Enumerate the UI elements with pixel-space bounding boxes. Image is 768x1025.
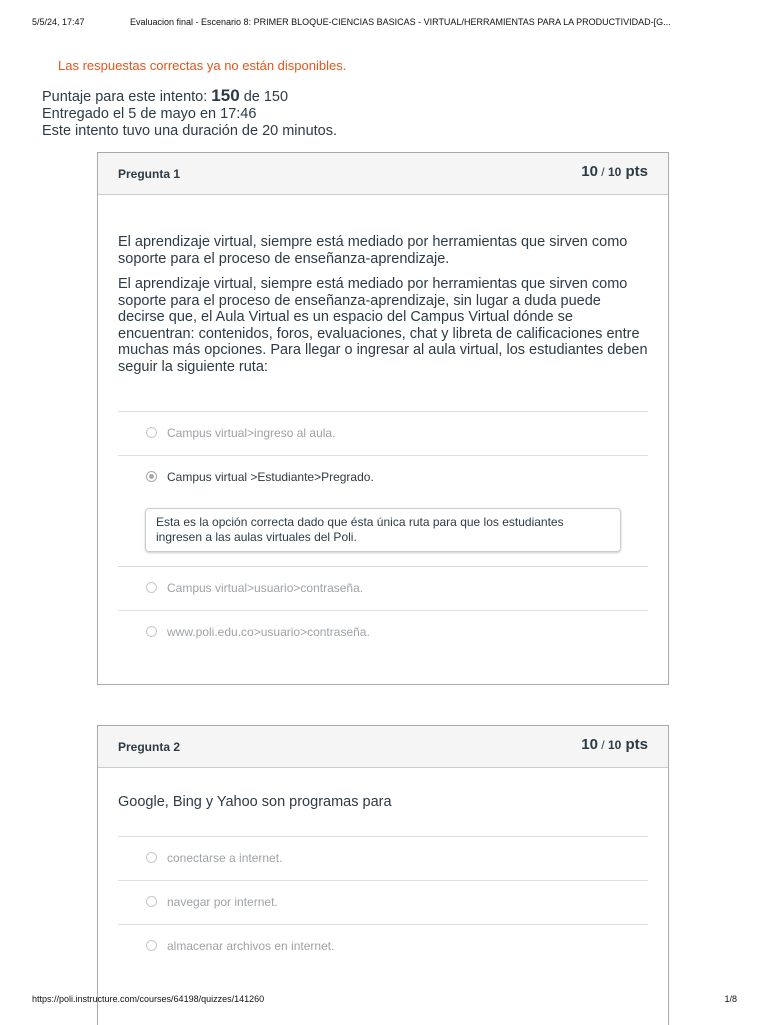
answer-label: navegar por internet. bbox=[167, 894, 278, 909]
question-points bbox=[581, 736, 648, 753]
score-total: de 150 bbox=[239, 89, 289, 105]
points-unit: pts bbox=[621, 163, 648, 180]
answer-option bbox=[118, 925, 648, 969]
points-unit: pts bbox=[621, 736, 648, 753]
radio-button bbox=[146, 940, 157, 951]
question-text: Google, Bing y Yahoo son programas para bbox=[118, 794, 392, 810]
answer-list bbox=[118, 411, 648, 655]
points-earned: 10 bbox=[581, 163, 598, 180]
answer-option bbox=[118, 881, 648, 925]
radio-button bbox=[146, 852, 157, 863]
answer-label: Campus virtual >Estudiante>Pregrado. bbox=[167, 470, 374, 484]
points-possible: 10 bbox=[607, 738, 622, 752]
attempt-score-line bbox=[42, 87, 337, 106]
question-1 bbox=[97, 152, 669, 685]
print-title: Evaluacion final - Escenario 8: PRIMER BLOQUE-CIENCIAS BASICAS - VIRTUAL/HERRAMIENTAS PARA LA PRODUCTIVIDAD-[G... bbox=[130, 17, 671, 27]
answer-option bbox=[118, 567, 648, 611]
question-2 bbox=[97, 725, 669, 1025]
question-title: Pregunta 1 bbox=[118, 167, 181, 181]
radio-button bbox=[146, 896, 157, 907]
answer-option bbox=[118, 611, 648, 655]
question-text: El aprendizaje virtual, siempre está mediado por herramientas que sirven como soporte para el proceso de enseñanza-aprendizaje. bbox=[118, 234, 628, 267]
answer-label: Campus virtual>usuario>contraseña. bbox=[167, 581, 364, 595]
question-text: El aprendizaje virtual, siempre está mediado por herramientas que sirven como soporte para el proceso de enseñanza-aprendizaje, sin lugar a duda puede decirse que, el Aula Virtual es un espacio del Campus Virtual dónde se encuentran: contenidos, foros, evaluaciones, chat y libreta de calificaciones entre muchas más opciones. Para llegar o ingresar al aula virtual, los estudiantes deben seguir la siguiente ruta: bbox=[118, 276, 648, 375]
answer-option-selected bbox=[118, 456, 648, 567]
question-points bbox=[581, 163, 648, 180]
attempt-summary bbox=[42, 87, 337, 140]
radio-button-selected bbox=[146, 471, 157, 482]
answer-label: almacenar archivos en internet. bbox=[167, 938, 335, 953]
question-header bbox=[98, 153, 668, 195]
answer-label: conectarse a internet. bbox=[167, 850, 283, 865]
question-title: Pregunta 2 bbox=[118, 740, 181, 754]
points-possible: 10 bbox=[607, 165, 622, 179]
print-header bbox=[32, 17, 740, 27]
answer-list bbox=[118, 836, 648, 969]
answer-label: Campus virtual>ingreso al aula. bbox=[167, 426, 336, 440]
page-number: 1/8 bbox=[724, 994, 737, 1004]
points-earned: 10 bbox=[581, 736, 598, 753]
attempt-duration: Este intento tuvo una duración de 20 minutos. bbox=[42, 123, 338, 139]
answer-option bbox=[118, 837, 648, 881]
points-slash: / bbox=[597, 738, 608, 752]
score-label: Puntaje para este intento: bbox=[42, 89, 212, 105]
print-url: https://poli.instructure.com/courses/64198/quizzes/141260 bbox=[32, 994, 265, 1004]
answer-comment: Esta es la opción correcta dado que ésta única ruta para que los estudiantes ingresen a las aulas virtuales del Poli. bbox=[145, 508, 621, 552]
radio-button bbox=[146, 427, 157, 438]
question-header bbox=[98, 726, 668, 768]
answer-label: www.poli.edu.co>usuario>contraseña. bbox=[167, 625, 370, 639]
answer-option bbox=[118, 412, 648, 456]
attempt-submitted: Entregado el 5 de mayo en 17:46 bbox=[42, 106, 257, 122]
answers-unavailable-notice: Las respuestas correctas ya no están disponibles. bbox=[58, 58, 347, 73]
points-slash: / bbox=[597, 165, 608, 179]
radio-button bbox=[146, 582, 157, 593]
score-value: 150 bbox=[211, 86, 240, 105]
print-footer bbox=[32, 994, 737, 1004]
print-date: 5/5/24, 17:47 bbox=[32, 17, 85, 27]
radio-button bbox=[146, 626, 157, 637]
